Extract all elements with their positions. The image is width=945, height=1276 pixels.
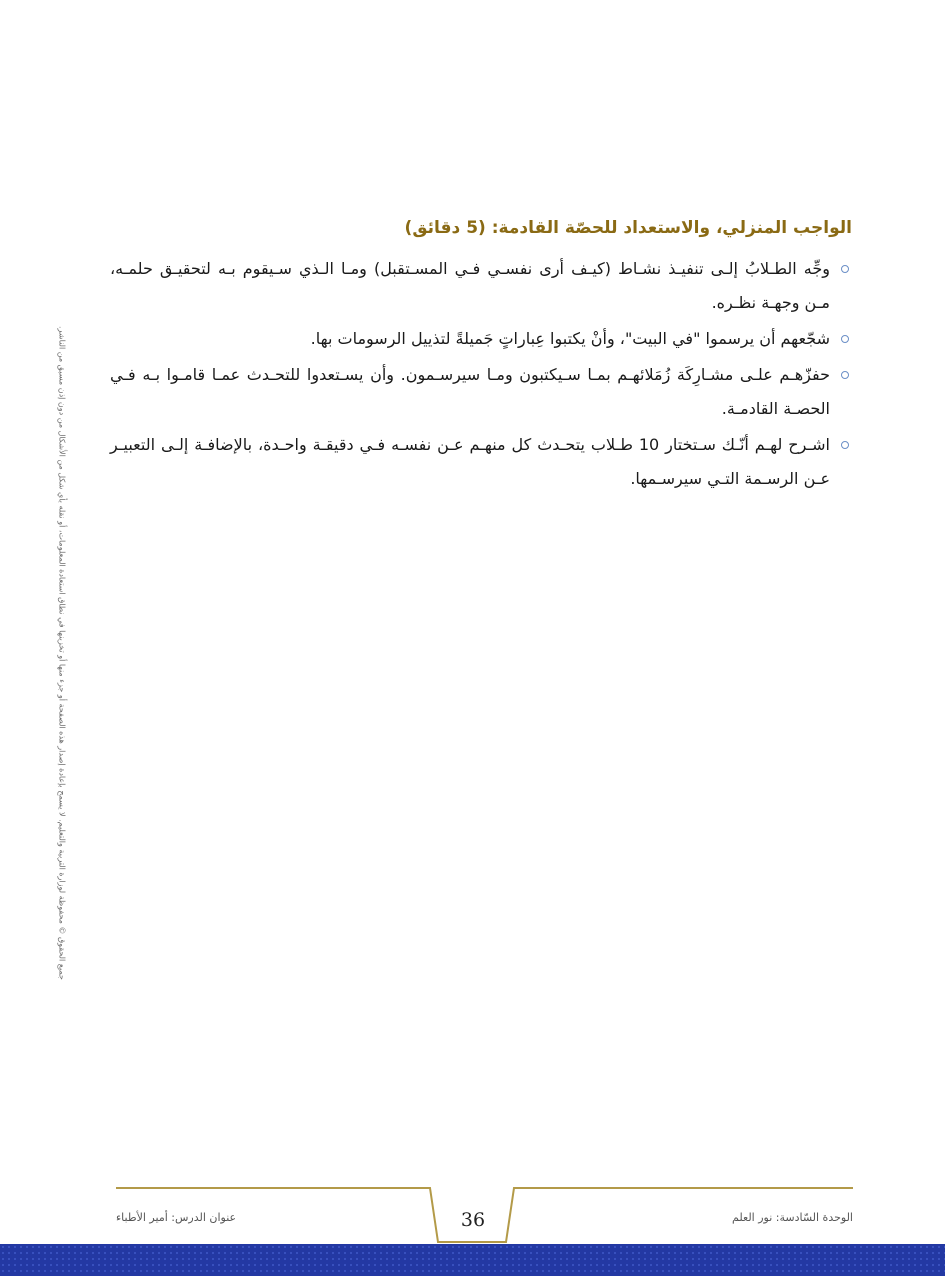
copyright-side-note bbox=[52, 298, 72, 1008]
list-item-text: حفزّهـم علـى مشـارِكَة زُمَلائهـم بمـا سـيكتبون ومـا سيرسـمون. وأن يسـتعدوا للتحـدث عمـا قامـوا بـه فـي الحصـة القادمـة. bbox=[110, 365, 830, 418]
list-item bbox=[110, 358, 852, 426]
bullet-icon bbox=[841, 335, 849, 343]
section-title: الواجب المنزلي، والاستعداد للحصّة القادمة: (5 دقائق) bbox=[404, 218, 852, 238]
lesson-title: عنوان الدرس: أمير الأطباء bbox=[116, 1211, 237, 1224]
copyright-text: جميع الحقوق © محفوظة لوزارة التربية والتعليم. لا يسمح بإعادة إصدار هذه الصفحة أو جزء منها أو تخزينها في نطاق استعادة المعلومات، أو نقله بأي شكل من الأشكال من دون إذن مسبق من الناشر. bbox=[57, 326, 67, 980]
homework-section bbox=[110, 218, 852, 498]
bullet-icon bbox=[841, 265, 849, 273]
list-item bbox=[110, 322, 852, 356]
page-number: 36 bbox=[460, 1209, 486, 1231]
list-item bbox=[110, 428, 852, 496]
bullet-icon bbox=[841, 371, 849, 379]
bullet-icon bbox=[841, 441, 849, 449]
list-item bbox=[110, 252, 852, 320]
list-item-text: اشـرح لهـم أنّـك سـتختار 10 طـلاب يتحـدث كل منهـم عـن نفسـه فـي دقيقـة واحـدة، بالإضافـة إلـى التعبيـر عـن الرسـمة التـي سيرسـمها. bbox=[110, 435, 830, 488]
instruction-list bbox=[110, 252, 852, 496]
unit-title: الوحدة السّادسة: نور العلم bbox=[732, 1211, 853, 1224]
bottom-band bbox=[0, 1244, 945, 1276]
list-item-text: وجِّه الطـلابُ إلـى تنفيـذ نشـاط (كيـف أرى نفسـي فـي المسـتقبل) ومـا الـذي سـيقوم بـه لتحقيـق حلمـه، مـن وجهـة نظـره. bbox=[110, 259, 830, 312]
list-item-text: شجّعهم أن يرسموا "في البيت"، وأنْ يكتبوا عِباراتٍ جَميلةً لتذييل الرسومات بها. bbox=[310, 329, 830, 348]
